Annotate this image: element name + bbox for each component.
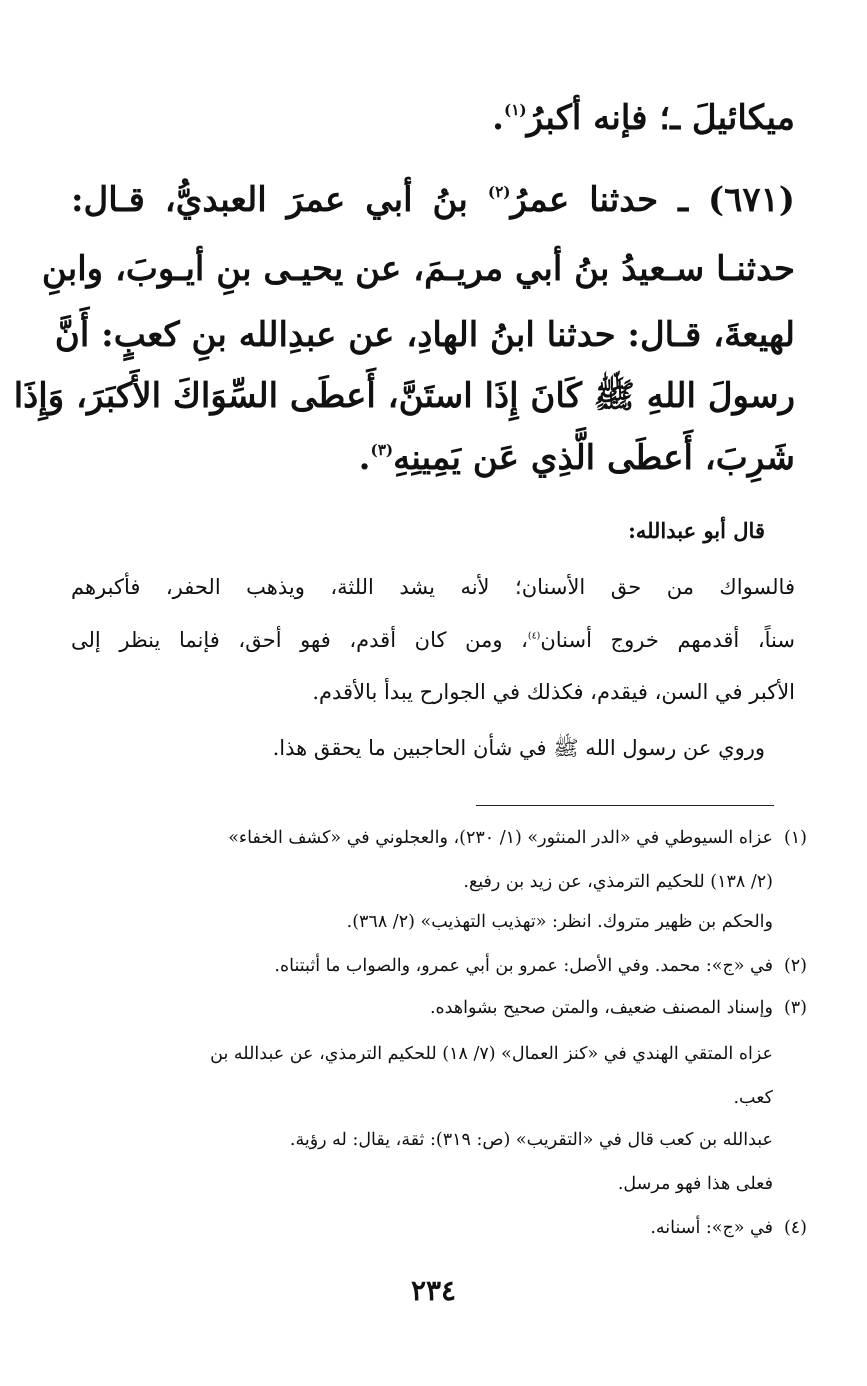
footnote-3-line-5: فعلى هذا فهو مرسل. xyxy=(617,1174,773,1194)
footnote-number: (١) xyxy=(783,828,807,848)
comment-line-2 xyxy=(71,628,795,652)
footnote-3 xyxy=(430,998,807,1018)
footnote-separator xyxy=(476,805,774,806)
line-text: ـ حدثنا عمرُ xyxy=(510,180,689,220)
footnote-text: وإسناد المصنف ضعيف، والمتن صحيح بشواهده. xyxy=(429,998,773,1018)
footnote-4 xyxy=(650,1218,807,1238)
footnote-3-line-4: عبدالله بن كعب قال في «التقريب» (ص: ٣١٩): ثقة، يقال: له رؤية. xyxy=(289,1130,773,1150)
footnote-2 xyxy=(274,956,807,976)
footnote-ref: (١) xyxy=(503,101,527,120)
line-end: . xyxy=(358,438,371,478)
footnote-number: (٤) xyxy=(783,1218,807,1238)
footnote-number: (٣) xyxy=(783,998,807,1018)
page-number: ٢٣٤ xyxy=(410,1274,457,1307)
footnote-number: (٢) xyxy=(783,956,807,976)
main-text-line-3: حدثنـا سـعيدُ بنُ أبي مريـمَ، عن يحيـى بنِ أيـوبَ، وابنِ xyxy=(41,249,795,289)
line-text: ميكائيلَ ـ؛ فإنه أكبرُ xyxy=(526,98,795,138)
footnote-1-line-2: (٢/ ١٣٨) للحكيم الترمذي، عن زيد بن رفيع. xyxy=(463,872,773,892)
footnote-ref: (٣) xyxy=(370,441,394,460)
comment-line-1: فالسواك من حق الأسنان؛ لأنه يشد اللثة، ويذهب الحفر، فأكبرهم xyxy=(71,575,795,599)
footnote-text: في «ج»: أسنانه. xyxy=(650,1218,773,1238)
main-text-line-4: لهيعةَ، قـال: حدثنا ابنُ الهادِ، عن عبدِالله بنِ كعبٍ: أَنَّ xyxy=(54,315,795,355)
comment-line-4: وروي عن رسول الله ﷺ في شأن الحاجبين ما يحقق هذا. xyxy=(272,736,765,760)
footnote-ref: (٢) xyxy=(487,183,511,202)
footnote-3-line-2: عزاه المتقي الهندي في «كنز العمال» (٧/ ١٨) للحكيم الترمذي، عن عبدالله بن xyxy=(210,1044,773,1064)
line-text: بنُ أبي عمرَ العبديُّ، قـال: xyxy=(71,180,468,220)
line-text: شَرِبَ، أَعطَى الَّذِي عَن يَمِينِهِ xyxy=(393,438,795,478)
main-text-line-2 xyxy=(71,180,795,220)
main-text-line-6 xyxy=(71,438,795,478)
line-end: . xyxy=(492,98,504,138)
footnote-text: في «ج»: محمد. وفي الأصل: عمرو بن أبي عمرو، والصواب ما أثبتناه. xyxy=(274,956,773,976)
footnote-ref: (٤) xyxy=(527,630,541,642)
main-text-line-5: رسولَ اللهِ ﷺ كَانَ إِذَا استَنَّ، أَعطَى السِّوَاكَ الأَكبَرَ، وَإِذَا xyxy=(13,376,795,416)
line-text: ، ومن كان أقدم، فهو أحق، فإنما ينظر إلى xyxy=(71,628,528,652)
footnote-1-line-3: والحكم بن ظهير متروك. انظر: «تهذيب التهذيب» (٢/ ٣٦٨). xyxy=(346,912,773,932)
comment-heading: قال أبو عبدالله: xyxy=(628,518,765,543)
hadith-number: (٦٧١) xyxy=(708,180,796,220)
main-text-line-1 xyxy=(71,98,795,138)
line-text: سناً، أقدمهم خروج أسنان xyxy=(540,628,795,652)
footnote-1 xyxy=(228,828,807,848)
footnote-text: عزاه السيوطي في «الدر المنثور» (١/ ٢٣٠)، والعجلوني في «كشف الخفاء» xyxy=(228,828,773,848)
footnote-3-line-3: كعب. xyxy=(733,1088,773,1108)
comment-line-3: الأكبر في السن، فيقدم، فكذلك في الجوارح يبدأ بالأقدم. xyxy=(312,680,795,704)
